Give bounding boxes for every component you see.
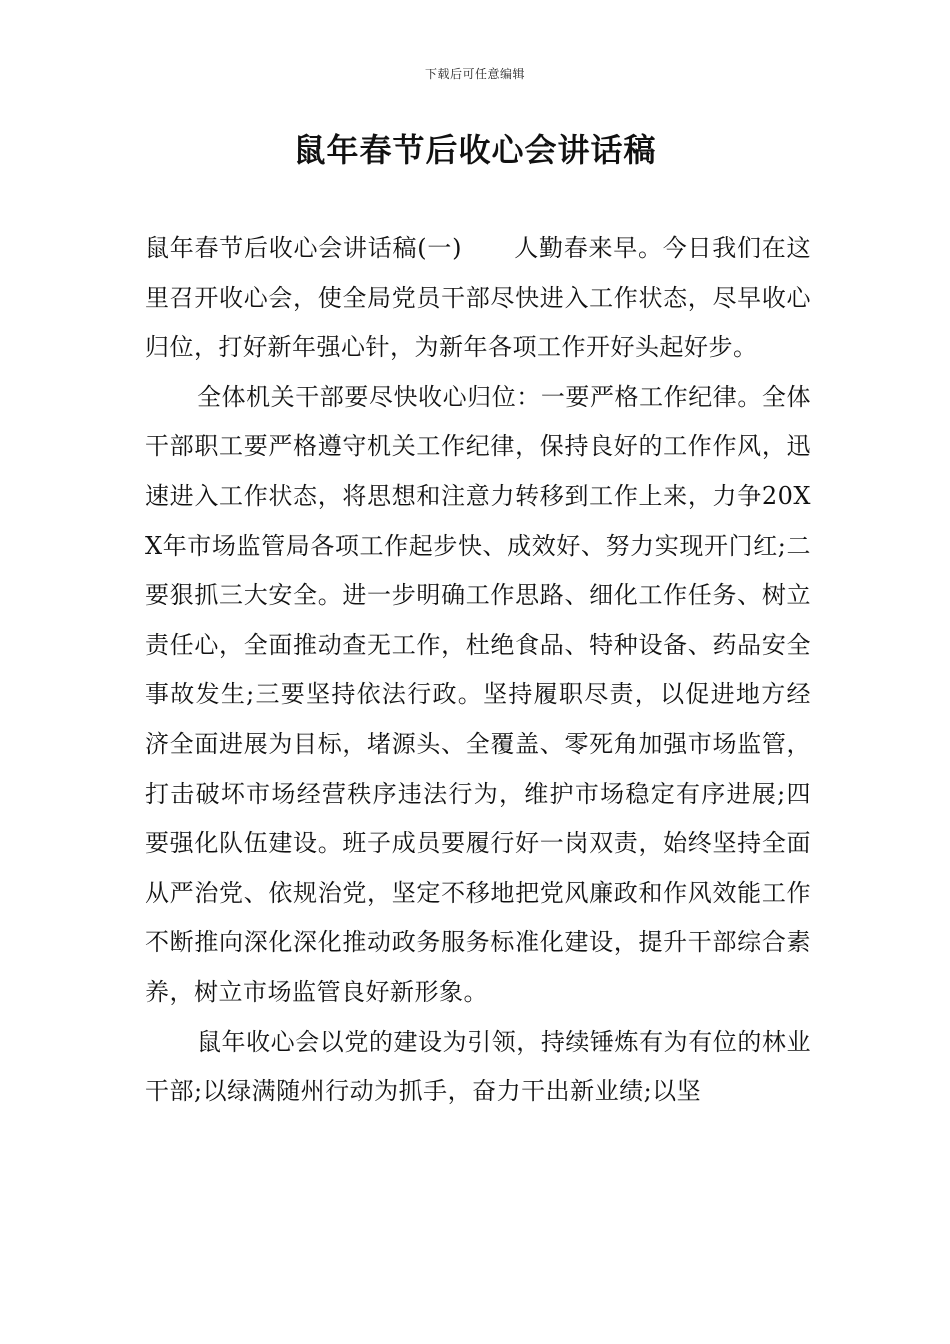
document-title: 鼠年春节后收心会讲话稿 (293, 131, 657, 169)
paragraph-subhead: 鼠年春节后收心会讲话稿(一) (145, 234, 462, 262)
document-body (145, 224, 811, 1117)
header-note: 下载后可任意编辑 (424, 67, 525, 81)
paragraph-2: 全体机关干部要尽快收心归位：一要严格工作纪律。全体干部职工要严格遵守机关工作纪律，保持良好的工作作风，迅速进入工作状态，将思想和注意力转移到工作上来，力争20XX年市场监管局各项工作起步快、成效好、努力实现开门红;二要狠抓三大安全。进一步明确工作思路、细化工作任务、树立责任心，全面推动查无工作，杜绝食品、特种设备、药品安全事故发生;三要坚持依法行政。坚持履职尽责，以促进地方经济全面进展为目标，堵源头、全覆盖、零死角加强市场监管，打击破坏市场经营秩序违法行为，维护市场稳定有序进展;四要强化队伍建设。班子成员要履行好一岗双责，始终坚持全面从严治党、依规治党，坚定不移地把党风廉政和作风效能工作不断推向深化深化推动政务服务标准化建设，提升干部综合素养，树立市场监管良好新形象。 (145, 382, 811, 1006)
paragraph-3: 鼠年收心会以党的建设为引领，持续锤炼有为有位的林业干部;以绿满随州行动为抓手，奋力干出新业绩;以坚 (145, 1027, 811, 1106)
paragraph-text: 人勤春来早。今日我们在这里召开收心会，使全局党员干部尽快进入工作状态，尽早收心归位，打好新年强心针，为新年各项工作开好头起好步。 (145, 234, 811, 362)
paragraph-1 (145, 224, 811, 373)
